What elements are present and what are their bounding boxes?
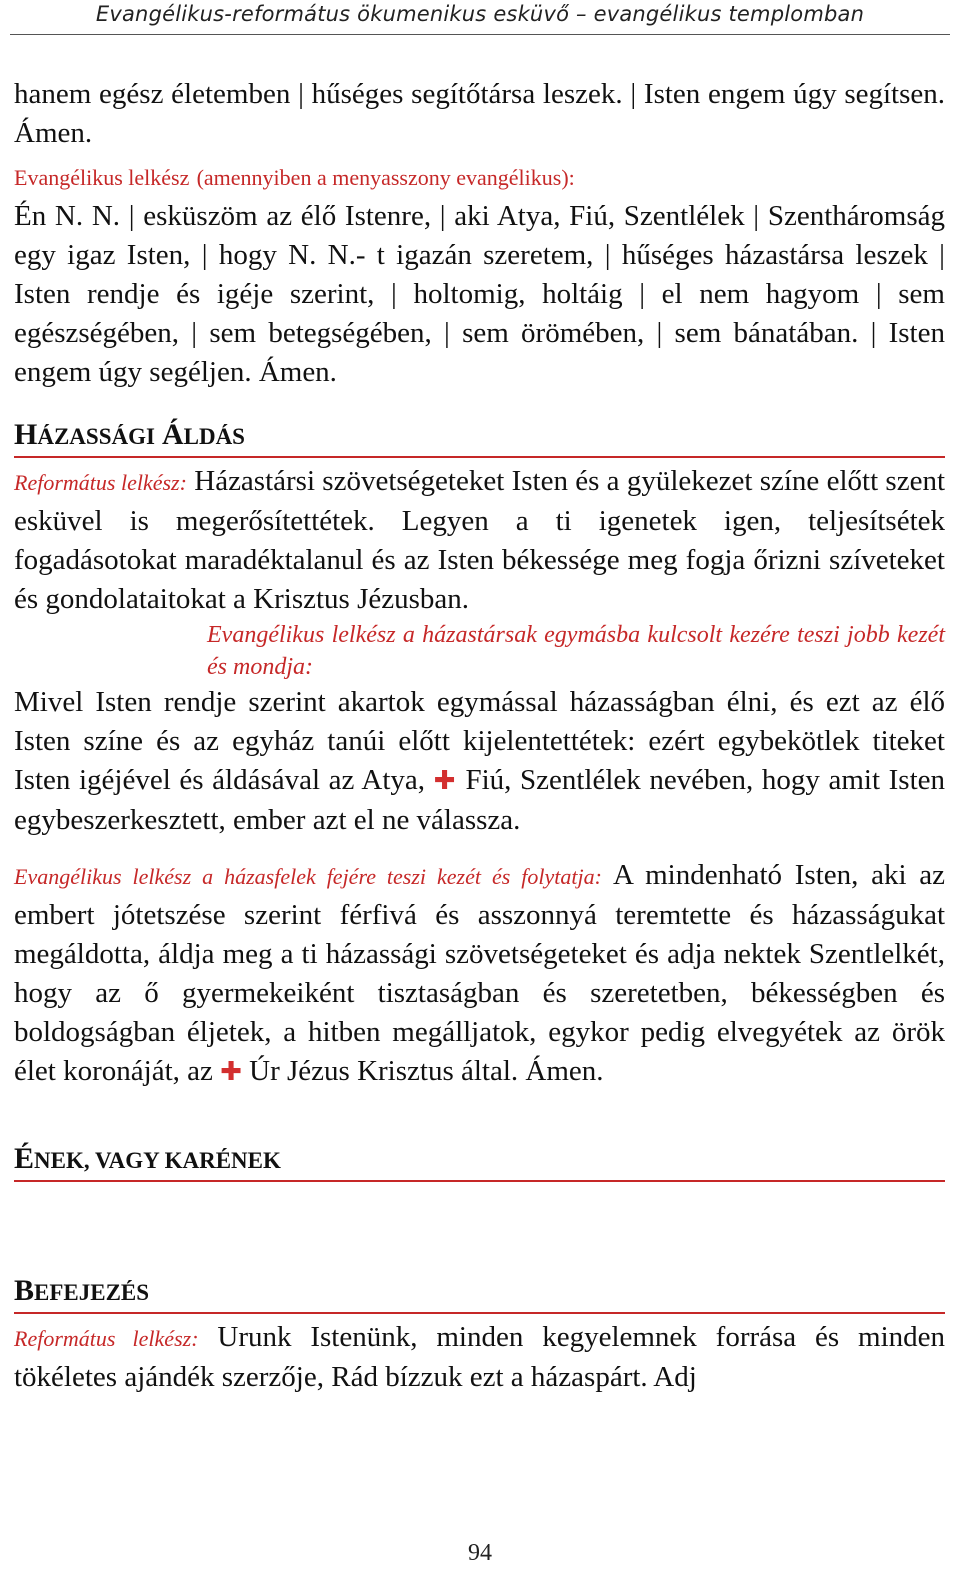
evangelical-vow-block: [14, 157, 945, 197]
blessing-prayer-paragraph: Evangélikus lelkész a házasfelek fejére teszi kezét és folytatja: A mindenható Isten, aki az embert jótetszése szerint férfivá és asszonnyá teremtette és házasságukat megáldotta, áldja meg a ti házassági szövetségeteket és adja nektek Szentlelkét, hogy az ő gyermekeiként tisztaságban és szeretetben, békességben és boldogságban éljetek, a hitben megálljatok, egykor pedig elvegyétek az örök élet koronáját, az ✚ Úr Jézus Krisztus által. Ámen.: [14, 859, 945, 1087]
evangelical-vow-text: Én N. N. | esküszöm az élő Istenre, | aki Atya, Fiú, Szentlélek | Szentháromság egy igaz Isten, | hogy N. N.- t igazán szeretem, | hűséges házastársa leszek | Isten rendje és igéje szerint, | holtomig, holtáig | el nem hagyom | sem egészségében, | sem betegségében, | sem örömében, | sem bánatában. | Isten engem úgy segéljen. Ámen.: [14, 200, 945, 388]
speaker-label: Evangélikus lelkész: [14, 165, 190, 190]
page-content: [14, 75, 945, 1397]
running-header: Evangélikus-református ökumenikus esküvő – evangélikus templomban: [95, 2, 865, 26]
cross-icon: ✚: [220, 1057, 242, 1087]
rubric-instruction: Evangélikus lelkész a házastársak egymásba kulcsolt kezére teszi jobb kezét és mondja:: [207, 622, 945, 680]
blessing-paragraph: Református lelkész: Házastársi szövetségeteket Isten és a gyülekezet színe előtt szent esküvel is megerősítettétek. Legyen a ti igenetek igen, teljesítsétek fogadásotokat maradéktalanul és az Isten békessége meg fogja őrizni szíveteket és gondolataitokat a Krisztus Jézusban.: [14, 465, 946, 615]
page-number: 94: [468, 1540, 492, 1566]
vow-continuation: hanem egész életemben | hűséges segítőtársa leszek. | Isten engem úgy segítsen. Ámen.: [14, 78, 945, 149]
ending-paragraph: Református lelkész: Urunk Istenünk, minden kegyelemnek forrása és minden tökéletes ajándék szerzője, Rád bízzuk ezt a házaspárt. Adj: [14, 1321, 946, 1393]
section-heading-blessing: HÁZASSÁGI ÁLDÁS: [14, 418, 945, 458]
declaration-paragraph: Mivel Isten rendje szerint akartok egymással házasságban élni, és ezt az élő Isten színe és az egyház tanúi előtt kijelentettétek: ezért egybekötlek titeket Isten igéjével és áldásával az Atya, ✚ Fiú, Szentlélek nevében, hogy amit Isten egybeszerkesztett, ember azt el ne válassza.: [14, 686, 946, 836]
speaker-note: (amennyiben a menyasszony evangélikus):: [196, 165, 575, 190]
speaker-label: Református lelkész:: [14, 470, 187, 495]
section-heading-song: ÉNEK, VAGY KARÉNEK: [14, 1142, 945, 1182]
header-rule: [10, 34, 950, 35]
rubric-instruction: Evangélikus lelkész a házasfelek fejére teszi kezét és folytatja:: [14, 864, 602, 889]
speaker-label: Református lelkész:: [14, 1326, 199, 1351]
cross-icon: ✚: [433, 766, 457, 796]
section-heading-ending: BEFEJEZÉS: [14, 1274, 945, 1314]
